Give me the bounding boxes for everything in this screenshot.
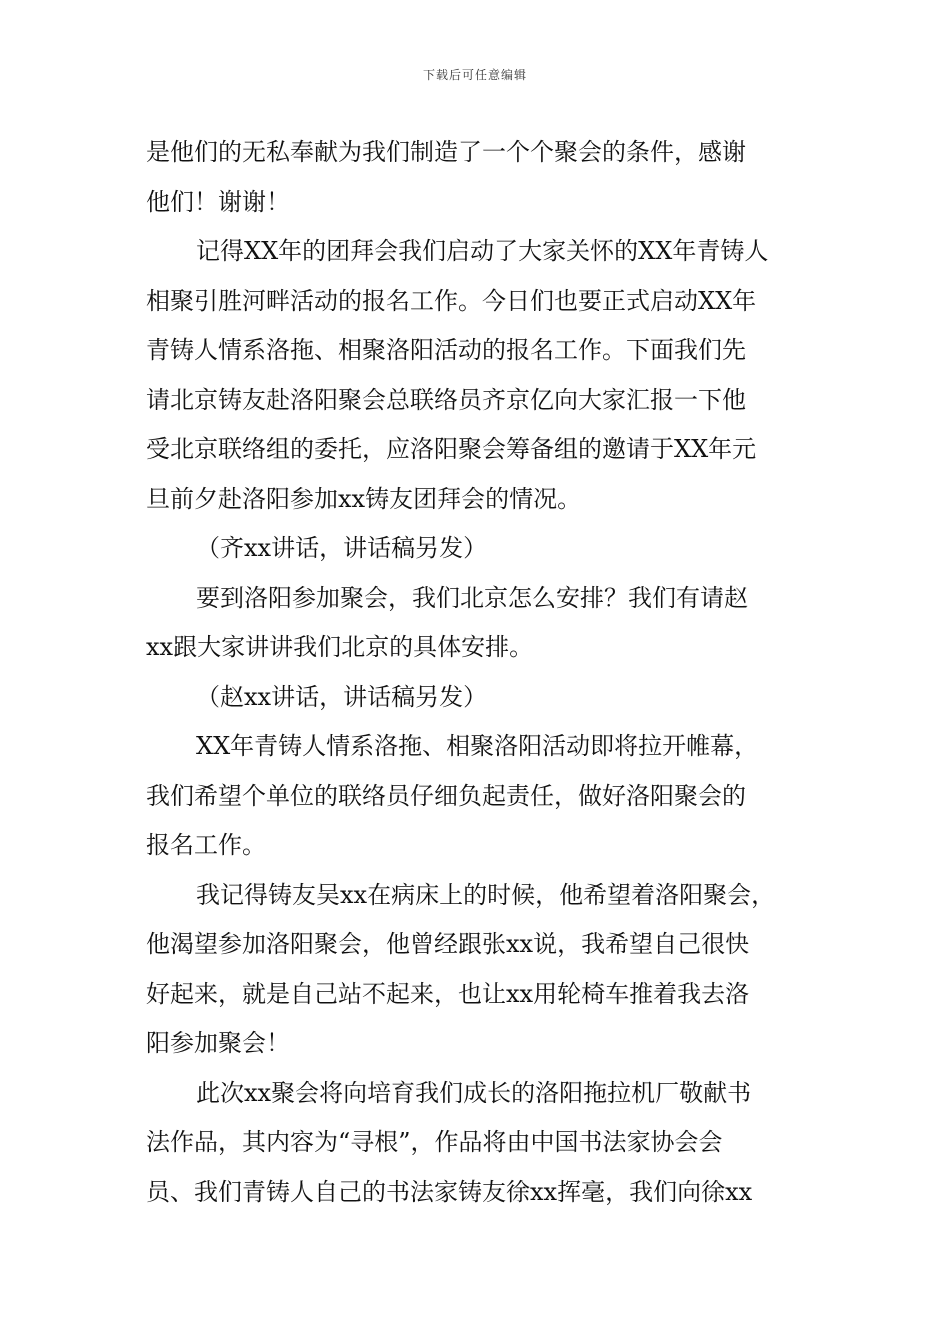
text-line: 报名工作。 <box>146 831 266 859</box>
text-line: 请北京铸友赴洛阳聚会总联络员齐京亿向大家汇报一下他 <box>146 385 746 414</box>
text-line: 法作品，其内容为“寻根”，作品将由中国书法家协会会 <box>146 1128 723 1156</box>
text-line: 记得XX年的团拜会我们启动了大家关怀的XX年青铸人 <box>196 237 769 265</box>
text-line: 旦前夕赴洛阳参加xx铸友团拜会的情况。 <box>146 484 582 513</box>
text-line: 员、我们青铸人自己的书法家铸友徐xx挥毫，我们向徐xx <box>146 1177 753 1206</box>
text-line: 我记得铸友吴xx在病床上的时候，他希望着洛阳聚会， <box>196 880 776 909</box>
page-header: 下载后可任意编辑 <box>422 68 527 82</box>
text-line: 相聚引胜河畔活动的报名工作。今日们也要正式启动XX年 <box>146 286 757 315</box>
text-line: 此次xx聚会将向培育我们成长的洛阳拖拉机厂敬献书 <box>196 1078 752 1107</box>
text-line: 好起来，就是自己站不起来，也让xx用轮椅车推着我去洛 <box>146 979 750 1008</box>
document-body <box>146 128 816 1217</box>
text-line: 受北京联络组的委托，应洛阳聚会筹备组的邀请于XX年元 <box>146 435 757 463</box>
text-line: （赵xx讲话，讲话稿另发） <box>196 682 488 711</box>
text-line: 他们！谢谢！ <box>146 187 290 216</box>
text-line: XX年青铸人情系洛拖、相聚洛阳活动即将拉开帷幕， <box>196 732 759 760</box>
text-line: （齐xx讲话，讲话稿另发） <box>196 534 488 562</box>
text-line: xx跟大家讲讲我们北京的具体安排。 <box>146 633 534 661</box>
text-line: 他渴望参加洛阳聚会，他曾经跟张xx说，我希望自己很快 <box>146 930 750 958</box>
text-line: 阳参加聚会！ <box>146 1029 290 1057</box>
text-line: 是他们的无私奉献为我们制造了一个个聚会的条件，感谢 <box>146 138 746 166</box>
text-line: 我们希望个单位的联络员仔细负起责任，做好洛阳聚会的 <box>146 781 746 810</box>
text-line: 要到洛阳参加聚会，我们北京怎么安排？我们有请赵 <box>196 583 748 612</box>
text-line: 青铸人情系洛拖、相聚洛阳活动的报名工作。下面我们先 <box>146 336 746 364</box>
